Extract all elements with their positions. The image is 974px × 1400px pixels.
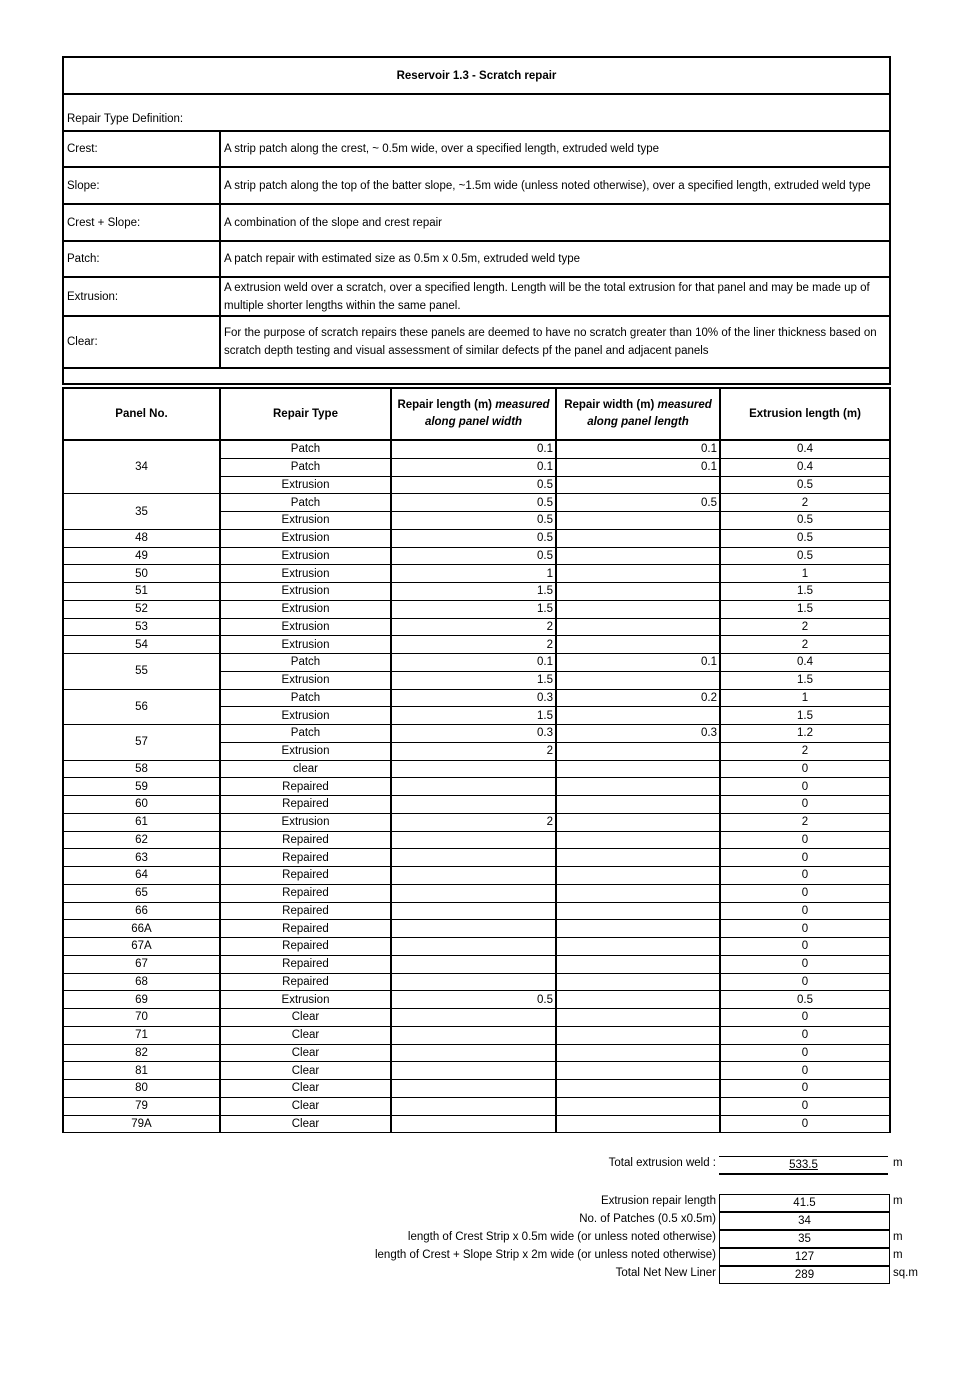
summary-value: 41.5 (719, 1194, 890, 1212)
repair-width-cell (556, 778, 720, 796)
repair-type-cell: Patch (220, 494, 391, 512)
repair-length-cell (391, 1026, 556, 1044)
repair-length-cell (391, 920, 556, 938)
table-row (63, 920, 890, 938)
table-row (63, 973, 890, 991)
repair-length-cell (391, 884, 556, 902)
panel-number: 57 (63, 725, 220, 761)
panel-number: 82 (63, 1044, 220, 1062)
repair-width-cell: 0.1 (556, 458, 720, 476)
extrusion-length-cell: 0 (720, 760, 890, 778)
repair-type-cell: Repaired (220, 796, 391, 814)
repair-width-cell (556, 796, 720, 814)
definition-text: A patch repair with estimated size as 0.5m x 0.5m, extruded weld type (220, 241, 890, 277)
repair-width-cell: 0.1 (556, 654, 720, 672)
repair-length-cell (391, 1044, 556, 1062)
repair-width-cell (556, 760, 720, 778)
spacer-row (63, 368, 890, 384)
table-row (63, 529, 890, 547)
repair-type-cell: Extrusion (220, 547, 391, 565)
panel-number: 64 (63, 867, 220, 885)
extrusion-length-cell: 1.5 (720, 671, 890, 689)
total-extrusion-unit: m (893, 1157, 903, 1169)
extrusion-length-cell: 2 (720, 618, 890, 636)
repair-type-cell: Repaired (220, 849, 391, 867)
summary-total-row (0, 1156, 974, 1174)
repair-width-cell (556, 636, 720, 654)
repair-length-cell: 1.5 (391, 671, 556, 689)
panel-number: 81 (63, 1062, 220, 1080)
col-header-repair-width (556, 388, 720, 440)
repair-width-cell (556, 583, 720, 601)
extrusion-length-cell: 0.5 (720, 991, 890, 1009)
extrusion-length-cell: 0 (720, 1115, 890, 1133)
repair-width-cell (556, 671, 720, 689)
extrusion-length-cell: 0 (720, 1044, 890, 1062)
definition-term: Extrusion: (63, 277, 220, 316)
table-row (63, 849, 890, 867)
repair-type-cell: Extrusion (220, 618, 391, 636)
extrusion-length-cell: 0 (720, 955, 890, 973)
repair-type-cell: Extrusion (220, 583, 391, 601)
extrusion-length-cell: 0 (720, 973, 890, 991)
panel-number: 54 (63, 636, 220, 654)
extrusion-length-cell: 0 (720, 920, 890, 938)
table-row (63, 725, 890, 743)
table-row (63, 636, 890, 654)
table-row (63, 955, 890, 973)
total-extrusion-value: 533.5 (719, 1156, 888, 1175)
panel-number: 51 (63, 583, 220, 601)
definition-text: A extrusion weld over a scratch, over a specified length. Length will be the total extrusion for that panel and may be made up of multiple shorter lengths within the same panel. (220, 277, 890, 316)
repair-length-cell (391, 938, 556, 956)
panel-number: 60 (63, 796, 220, 814)
panel-number: 66 (63, 902, 220, 920)
extrusion-length-cell: 2 (720, 742, 890, 760)
definition-term: Crest + Slope: (63, 204, 220, 241)
repair-width-cell (556, 1080, 720, 1098)
extrusion-length-cell: 0.5 (720, 547, 890, 565)
panel-repairs-table (62, 387, 891, 1133)
table-row (63, 938, 890, 956)
extrusion-length-cell: 1.5 (720, 583, 890, 601)
extrusion-length-cell: 0 (720, 796, 890, 814)
table-row (63, 884, 890, 902)
repair-length-cell: 0.5 (391, 512, 556, 530)
panel-number: 49 (63, 547, 220, 565)
repair-width-cell (556, 707, 720, 725)
extrusion-length-cell: 0 (720, 778, 890, 796)
repair-length-cell (391, 796, 556, 814)
repair-length-cell (391, 1009, 556, 1027)
extrusion-length-cell: 1.2 (720, 725, 890, 743)
repair-type-cell: Repaired (220, 867, 391, 885)
repair-length-cell (391, 1080, 556, 1098)
table-row (63, 565, 890, 583)
summary-row (0, 1248, 974, 1266)
repair-width-cell (556, 1097, 720, 1115)
col-header-repair-length-note: measured along panel width (424, 399, 550, 428)
table-row (63, 1080, 890, 1098)
repair-width-cell (556, 742, 720, 760)
table-row (63, 547, 890, 565)
summary-value: 34 (719, 1212, 890, 1230)
repair-length-cell (391, 849, 556, 867)
panel-number: 63 (63, 849, 220, 867)
table-row (63, 778, 890, 796)
extrusion-length-cell: 2 (720, 494, 890, 512)
panel-number: 35 (63, 494, 220, 530)
repair-width-cell: 0.1 (556, 440, 720, 458)
summary-unit: m (893, 1195, 903, 1207)
repair-length-cell (391, 973, 556, 991)
definition-term: Clear: (63, 316, 220, 368)
repair-length-cell (391, 1097, 556, 1115)
definition-term: Slope: (63, 167, 220, 204)
table-row (63, 831, 890, 849)
repair-type-cell: Patch (220, 725, 391, 743)
repair-type-cell: clear (220, 760, 391, 778)
repair-width-cell (556, 1026, 720, 1044)
panel-number: 79 (63, 1097, 220, 1115)
panel-number: 50 (63, 565, 220, 583)
repair-type-cell: Repaired (220, 778, 391, 796)
panel-number: 62 (63, 831, 220, 849)
repair-length-cell: 2 (391, 618, 556, 636)
extrusion-length-cell: 0 (720, 1062, 890, 1080)
repair-length-cell: 0.1 (391, 458, 556, 476)
repair-length-cell: 0.5 (391, 529, 556, 547)
summary-label: length of Crest + Slope Strip x 2m wide (or unless noted otherwise) (374, 1249, 716, 1261)
repair-type-cell: Clear (220, 1080, 391, 1098)
repair-width-cell (556, 867, 720, 885)
summary-value: 127 (719, 1248, 890, 1266)
repair-width-cell (556, 565, 720, 583)
repair-type-cell: Extrusion (220, 671, 391, 689)
definitions-table (62, 56, 891, 385)
repair-length-cell (391, 955, 556, 973)
definition-term: Crest: (63, 131, 220, 167)
repair-width-cell (556, 831, 720, 849)
repair-width-cell (556, 813, 720, 831)
repair-length-cell: 0.3 (391, 689, 556, 707)
summary-unit: m (893, 1231, 903, 1243)
summary-row (0, 1266, 974, 1284)
summary-unit: sq.m (893, 1267, 918, 1279)
repair-type-cell: Repaired (220, 973, 391, 991)
repair-width-cell (556, 920, 720, 938)
repair-length-cell: 1.5 (391, 707, 556, 725)
summary-label: Total Net New Liner (615, 1267, 716, 1279)
col-header-repair-length-title: Repair length (m) (397, 399, 496, 411)
repair-width-cell (556, 1044, 720, 1062)
extrusion-length-cell: 1.5 (720, 600, 890, 618)
repair-type-cell: Repaired (220, 955, 391, 973)
panel-number: 68 (63, 973, 220, 991)
extrusion-length-cell: 0 (720, 1026, 890, 1044)
repair-type-cell: Repaired (220, 831, 391, 849)
repair-type-cell: Clear (220, 1062, 391, 1080)
summary-row (0, 1212, 974, 1230)
panel-number: 65 (63, 884, 220, 902)
summary-row (0, 1230, 974, 1248)
table-row (63, 494, 890, 512)
repair-type-cell: Clear (220, 1115, 391, 1133)
repair-width-cell (556, 600, 720, 618)
extrusion-length-cell: 0 (720, 1080, 890, 1098)
summary-label: length of Crest Strip x 0.5m wide (or unless noted otherwise) (407, 1231, 716, 1243)
extrusion-length-cell: 0.4 (720, 440, 890, 458)
panel-number: 67A (63, 938, 220, 956)
repair-type-cell: Clear (220, 1026, 391, 1044)
table-row (63, 813, 890, 831)
panel-number: 80 (63, 1080, 220, 1098)
panel-number: 53 (63, 618, 220, 636)
extrusion-length-cell: 1.5 (720, 707, 890, 725)
repair-width-cell (556, 902, 720, 920)
repair-length-cell (391, 831, 556, 849)
col-header-panel: Panel No. (63, 388, 220, 440)
extrusion-length-cell: 0 (720, 849, 890, 867)
repair-type-cell: Repaired (220, 884, 391, 902)
repair-type-cell: Extrusion (220, 991, 391, 1009)
definitions-heading: Repair Type Definition: (63, 94, 890, 131)
repair-type-cell: Extrusion (220, 707, 391, 725)
panel-number: 70 (63, 1009, 220, 1027)
repair-length-cell: 2 (391, 742, 556, 760)
repair-length-cell: 0.3 (391, 725, 556, 743)
col-header-repair-width-note: measured along panel length (587, 399, 712, 428)
table-row (63, 796, 890, 814)
panel-number: 71 (63, 1026, 220, 1044)
repair-type-cell: Extrusion (220, 476, 391, 494)
repair-length-cell: 0.1 (391, 440, 556, 458)
repair-length-cell (391, 902, 556, 920)
repair-width-cell: 0.3 (556, 725, 720, 743)
repair-type-cell: Extrusion (220, 636, 391, 654)
repair-length-cell (391, 760, 556, 778)
extrusion-length-cell: 0.4 (720, 654, 890, 672)
repair-type-cell: Extrusion (220, 529, 391, 547)
definition-text: A strip patch along the crest, ~ 0.5m wide, over a specified length, extruded weld type (220, 131, 890, 167)
repair-type-cell: Patch (220, 458, 391, 476)
repair-type-cell: Extrusion (220, 512, 391, 530)
repair-length-cell: 0.5 (391, 547, 556, 565)
repair-width-cell (556, 955, 720, 973)
repair-width-cell (556, 512, 720, 530)
table-row (63, 1009, 890, 1027)
repair-length-cell: 2 (391, 636, 556, 654)
repair-width-cell (556, 973, 720, 991)
panel-number: 69 (63, 991, 220, 1009)
extrusion-length-cell: 0.4 (720, 458, 890, 476)
extrusion-length-cell: 0 (720, 938, 890, 956)
extrusion-length-cell: 0.5 (720, 476, 890, 494)
summary-unit: m (893, 1249, 903, 1261)
col-header-repair-type: Repair Type (220, 388, 391, 440)
sheet-title: Reservoir 1.3 - Scratch repair (63, 57, 890, 94)
table-row (63, 600, 890, 618)
repair-type-cell: Patch (220, 440, 391, 458)
repair-length-cell: 0.1 (391, 654, 556, 672)
table-row (63, 1097, 890, 1115)
scratch-repair-sheet (62, 56, 891, 1133)
repair-type-cell: Repaired (220, 902, 391, 920)
repair-length-cell: 0.5 (391, 476, 556, 494)
extrusion-length-cell: 0 (720, 831, 890, 849)
table-row (63, 1044, 890, 1062)
summary-label: Extrusion repair length (600, 1195, 716, 1207)
definition-text: For the purpose of scratch repairs these panels are deemed to have no scratch greater than 10% of the liner thickness based on scratch depth testing and visual assessment of similar defects pf the panel and adjacent panels (220, 316, 890, 368)
repair-length-cell (391, 1115, 556, 1133)
panel-number: 66A (63, 920, 220, 938)
repair-length-cell: 1.5 (391, 600, 556, 618)
extrusion-length-cell: 1 (720, 565, 890, 583)
repair-width-cell: 0.2 (556, 689, 720, 707)
extrusion-length-cell: 0 (720, 902, 890, 920)
repair-type-cell: Extrusion (220, 600, 391, 618)
table-row (63, 1026, 890, 1044)
repair-length-cell: 2 (391, 813, 556, 831)
extrusion-length-cell: 0 (720, 867, 890, 885)
repair-width-cell (556, 849, 720, 867)
panel-number: 55 (63, 654, 220, 690)
table-row (63, 760, 890, 778)
table-row (63, 689, 890, 707)
repair-type-cell: Extrusion (220, 813, 391, 831)
panel-repairs-body (63, 440, 890, 1133)
panel-number: 79A (63, 1115, 220, 1133)
repair-type-cell: Repaired (220, 938, 391, 956)
summary-value: 35 (719, 1230, 890, 1248)
repair-width-cell (556, 476, 720, 494)
definition-term: Patch: (63, 241, 220, 277)
repair-width-cell: 0.5 (556, 494, 720, 512)
repair-length-cell (391, 1062, 556, 1080)
panel-number: 61 (63, 813, 220, 831)
repair-length-cell: 1.5 (391, 583, 556, 601)
repair-width-cell (556, 529, 720, 547)
summary-label: No. of Patches (0.5 x0.5m) (579, 1213, 716, 1225)
repair-width-cell (556, 1115, 720, 1133)
repair-type-cell: Clear (220, 1044, 391, 1062)
repair-length-cell (391, 778, 556, 796)
extrusion-length-cell: 2 (720, 813, 890, 831)
table-row (63, 867, 890, 885)
repair-length-cell: 0.5 (391, 494, 556, 512)
extrusion-length-cell: 1 (720, 689, 890, 707)
repair-width-cell (556, 1009, 720, 1027)
panel-number: 52 (63, 600, 220, 618)
repair-type-cell: Patch (220, 654, 391, 672)
panel-number: 67 (63, 955, 220, 973)
col-header-repair-length (391, 388, 556, 440)
extrusion-length-cell: 0 (720, 884, 890, 902)
repair-type-cell: Extrusion (220, 565, 391, 583)
panel-number: 48 (63, 529, 220, 547)
repair-width-cell (556, 547, 720, 565)
summary-value: 289 (719, 1266, 890, 1284)
summary-row (0, 1194, 974, 1212)
table-row (63, 583, 890, 601)
panel-number: 59 (63, 778, 220, 796)
table-row (63, 440, 890, 458)
extrusion-length-cell: 0 (720, 1097, 890, 1115)
repair-length-cell (391, 867, 556, 885)
table-row (63, 902, 890, 920)
table-row (63, 618, 890, 636)
repair-width-cell (556, 991, 720, 1009)
extrusion-length-cell: 0.5 (720, 529, 890, 547)
definition-text: A strip patch along the top of the batter slope, ~1.5m wide (unless noted otherwise), over a specified length, extruded weld type (220, 167, 890, 204)
table-row (63, 1062, 890, 1080)
table-row (63, 991, 890, 1009)
extrusion-length-cell: 0 (720, 1009, 890, 1027)
panel-number: 56 (63, 689, 220, 725)
repair-length-cell: 0.5 (391, 991, 556, 1009)
repair-length-cell: 1 (391, 565, 556, 583)
repair-width-cell (556, 938, 720, 956)
repair-width-cell (556, 1062, 720, 1080)
repair-type-cell: Extrusion (220, 742, 391, 760)
repair-type-cell: Clear (220, 1009, 391, 1027)
repair-type-cell: Clear (220, 1097, 391, 1115)
col-header-repair-width-title: Repair width (m) (564, 399, 658, 411)
definition-text: A combination of the slope and crest repair (220, 204, 890, 241)
repair-type-cell: Repaired (220, 920, 391, 938)
panel-number: 58 (63, 760, 220, 778)
table-row (63, 654, 890, 672)
panel-number: 34 (63, 440, 220, 494)
extrusion-length-cell: 2 (720, 636, 890, 654)
col-header-extrusion-length: Extrusion length (m) (720, 388, 890, 440)
total-extrusion-label: Total extrusion weld : (608, 1157, 716, 1169)
repair-width-cell (556, 884, 720, 902)
table-row (63, 1115, 890, 1133)
repair-width-cell (556, 618, 720, 636)
extrusion-length-cell: 0.5 (720, 512, 890, 530)
repair-type-cell: Patch (220, 689, 391, 707)
